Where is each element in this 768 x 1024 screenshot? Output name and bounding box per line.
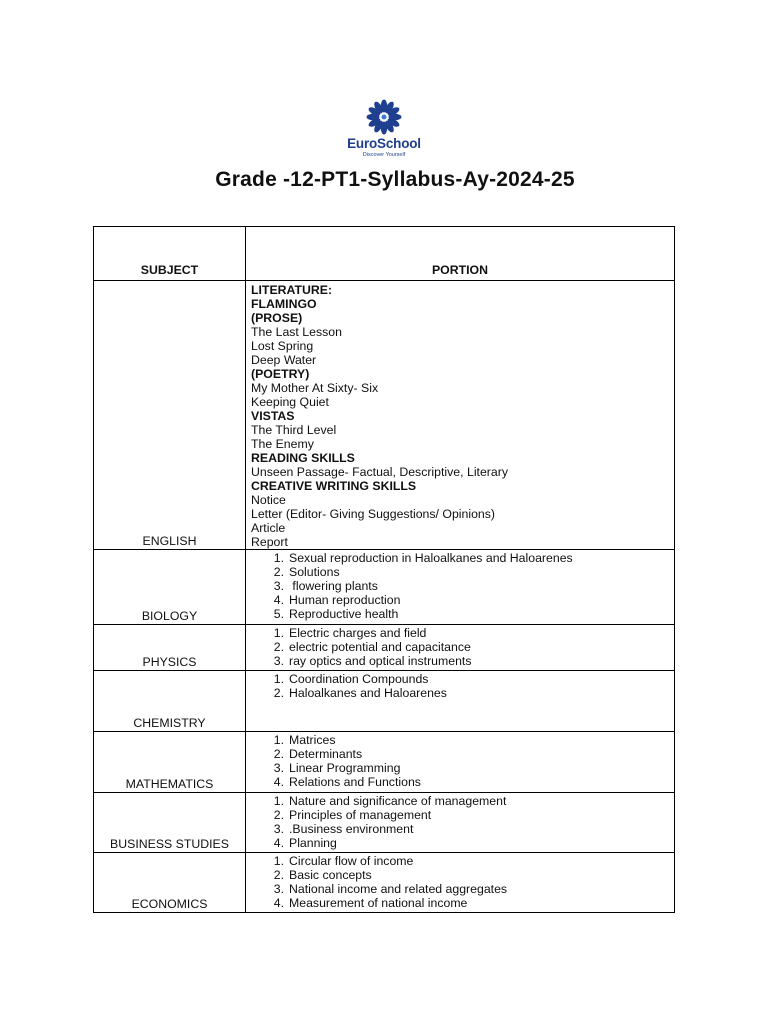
table-row-physics <box>94 625 675 671</box>
list-item-text: Sexual reproduction in Haloalkanes and Haloarenes <box>289 551 573 565</box>
portion-line: FLAMINGO <box>251 297 317 311</box>
subject-cell: BUSINESS STUDIES <box>94 793 246 853</box>
portion-list <box>251 854 674 910</box>
portion-cell <box>246 281 675 550</box>
portion-line: VISTAS <box>251 409 295 423</box>
list-item <box>251 607 674 621</box>
subject-cell: MATHEMATICS <box>94 732 246 793</box>
list-item-text: flowering plants <box>289 579 378 593</box>
portion-list <box>251 794 674 850</box>
list-item-number: 1. <box>273 626 284 640</box>
list-item <box>251 579 674 593</box>
portion-cell <box>246 550 675 625</box>
list-item-text: Coordination Compounds <box>289 672 429 686</box>
portion-cell <box>246 793 675 853</box>
table-row-business-studies <box>94 793 675 853</box>
portion-line: Lost Spring <box>251 339 314 353</box>
list-item-number: 2. <box>273 747 284 761</box>
list-item-text: Circular flow of income <box>289 854 414 868</box>
list-item <box>251 868 674 882</box>
list-item-number: 2. <box>273 686 284 700</box>
portion-line: The Last Lesson <box>251 325 342 339</box>
table-row-biology <box>94 550 675 625</box>
logo-wordmark: EuroSchool <box>347 136 421 151</box>
list-item <box>251 794 674 808</box>
list-item <box>251 565 674 579</box>
list-item-number: 2. <box>273 868 284 882</box>
list-item <box>251 854 674 868</box>
list-item-text: Solutions <box>289 565 340 579</box>
portion-list <box>251 733 674 789</box>
list-item <box>251 836 674 850</box>
portion-line: The Third Level <box>251 423 337 437</box>
portion-line: Report <box>251 535 288 549</box>
list-item-text: Planning <box>289 836 337 850</box>
list-item <box>251 593 674 607</box>
subject-cell: PHYSICS <box>94 625 246 671</box>
list-item <box>251 747 674 761</box>
list-item-number: 3. <box>273 822 284 836</box>
list-item-text: Relations and Functions <box>289 775 421 789</box>
portion-cell <box>246 671 675 732</box>
list-item <box>251 733 674 747</box>
portion-line: The Enemy <box>251 437 314 451</box>
portion-line: Article <box>251 521 286 535</box>
list-item-text: Human reproduction <box>289 593 401 607</box>
list-item <box>251 775 674 789</box>
list-item <box>251 822 674 836</box>
portion-line: (PROSE) <box>251 311 303 325</box>
page-title: Grade -12-PT1-Syllabus-Ay-2024-25 <box>215 168 575 191</box>
portion-cell <box>246 853 675 913</box>
table-header-row <box>94 227 675 281</box>
table-row-mathematics <box>94 732 675 793</box>
list-item-number: 1. <box>273 854 284 868</box>
logo-tagline: Discover Yourself <box>362 152 406 158</box>
list-item-number: 2. <box>273 640 284 654</box>
portion-list <box>251 626 674 668</box>
syllabus-table <box>93 226 675 913</box>
list-item-number: 5. <box>273 607 284 621</box>
portion-line: Notice <box>251 493 286 507</box>
list-item-text: ray optics and optical instruments <box>289 654 472 668</box>
portion-line: Unseen Passage- Factual, Descriptive, Literary <box>251 465 508 479</box>
portion-header: PORTION <box>246 227 675 281</box>
list-item <box>251 882 674 896</box>
list-item <box>251 551 674 565</box>
list-item-text: electric potential and capacitance <box>289 640 471 654</box>
list-item-text: Linear Programming <box>289 761 401 775</box>
list-item-number: 2. <box>273 565 284 579</box>
portion-line: My Mother At Sixty- Six <box>251 381 379 395</box>
list-item-number: 3. <box>273 761 284 775</box>
portion-line: CREATIVE WRITING SKILLS <box>251 479 417 493</box>
portion-list <box>251 551 674 621</box>
portion-cell <box>246 625 675 671</box>
euroschool-logo <box>338 98 430 160</box>
list-item-number: 3. <box>273 654 284 668</box>
list-item-text: Basic concepts <box>289 868 372 882</box>
subject-cell: ENGLISH <box>94 281 246 550</box>
portion-line: Keeping Quiet <box>251 395 329 409</box>
list-item-text: Reproductive health <box>289 607 399 621</box>
portion-line: (POETRY) <box>251 367 310 381</box>
table-row-economics <box>94 853 675 913</box>
list-item-text: Determinants <box>289 747 363 761</box>
subject-header: SUBJECT <box>94 227 246 281</box>
list-item-text: .Business environment <box>289 822 414 836</box>
subject-cell: BIOLOGY <box>94 550 246 625</box>
list-item <box>251 626 674 640</box>
list-item-text: Haloalkanes and Haloarenes <box>289 686 447 700</box>
list-item-number: 3. <box>273 882 284 896</box>
list-item-number: 3. <box>273 579 284 593</box>
list-item-text: Matrices <box>289 733 336 747</box>
table-row-chemistry <box>94 671 675 732</box>
subject-cell: ECONOMICS <box>94 853 246 913</box>
list-item-number: 1. <box>273 733 284 747</box>
portion-cell <box>246 732 675 793</box>
subject-cell: CHEMISTRY <box>94 671 246 732</box>
list-item-number: 1. <box>273 551 284 565</box>
list-item <box>251 686 674 700</box>
list-item-number: 1. <box>273 672 284 686</box>
list-item <box>251 640 674 654</box>
list-item-text: Nature and significance of management <box>289 794 507 808</box>
list-item-number: 4. <box>273 896 284 910</box>
list-item-number: 4. <box>273 775 284 789</box>
portion-line: Letter (Editor- Giving Suggestions/ Opinions) <box>251 507 496 521</box>
list-item-text: Electric charges and field <box>289 626 427 640</box>
list-item <box>251 672 674 686</box>
list-item <box>251 808 674 822</box>
list-item <box>251 654 674 668</box>
portion-list <box>251 672 674 700</box>
list-item-text: Principles of management <box>289 808 432 822</box>
list-item <box>251 896 674 910</box>
star-burst-icon <box>364 98 404 136</box>
list-item-number: 1. <box>273 794 284 808</box>
table-row-english <box>94 281 675 550</box>
portion-line: LITERATURE: <box>251 283 333 297</box>
list-item-text: National income and related aggregates <box>289 882 508 896</box>
portion-line: READING SKILLS <box>251 451 355 465</box>
portion-line: Deep Water <box>251 353 317 367</box>
list-item-number: 2. <box>273 808 284 822</box>
list-item-number: 4. <box>273 593 284 607</box>
list-item-text: Measurement of national income <box>289 896 468 910</box>
list-item <box>251 761 674 775</box>
list-item-number: 4. <box>273 836 284 850</box>
